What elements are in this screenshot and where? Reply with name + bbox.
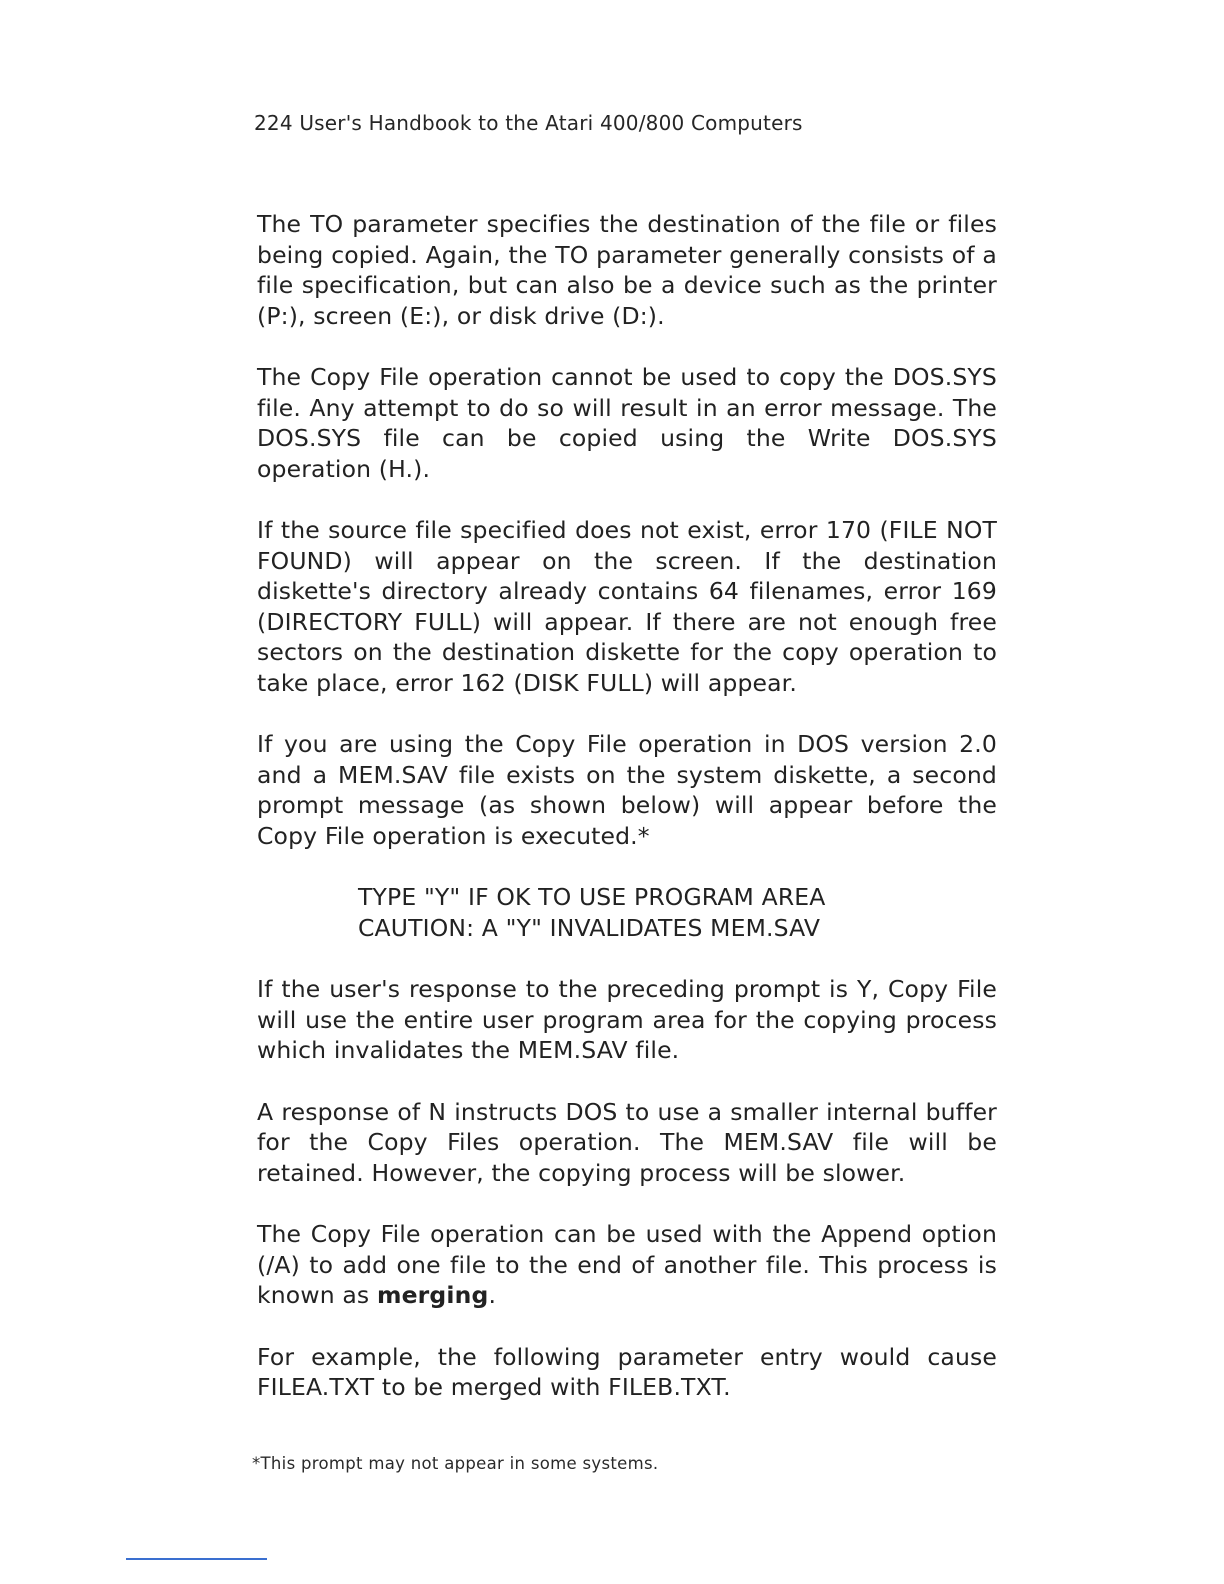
paragraph-response-y: If the user's response to the preceding prompt is Y, Copy File will use the entire user program area for the copying process which invalidates the MEM.SAV file.: [257, 975, 997, 1064]
paragraph-response-n: A response of N instructs DOS to use a smaller internal buffer for the Copy Files operation. The MEM.SAV file will be retained. However, the copying process will be slower.: [257, 1097, 997, 1187]
prompt-line-2: CAUTION: A "Y" INVALIDATES MEM.SAV: [358, 913, 821, 942]
paragraph-append: [257, 1219, 997, 1311]
merging-term: merging: [376, 1281, 489, 1309]
paragraph-example: For example, the following parameter entry would cause FILEA.TXT to be merged with FILEB.TXT.: [257, 1342, 997, 1401]
prompt-message: [358, 882, 997, 943]
running-head: 224 User's Handbook to the Atari 400/800 Computers: [254, 111, 803, 135]
paragraph-mem-sav: If you are using the Copy File operation in DOS version 2.0 and a MEM.SAV file exists on the system diskette, a second prompt message (as shown below) will appear before the Copy File operation is executed.*: [257, 730, 997, 850]
paragraph-dos-sys: The Copy File operation cannot be used to copy the DOS.SYS file. Any attempt to do so will result in an error message. The DOS.SYS file can be copied using the Write DOS.SYS operation (H.).: [257, 363, 997, 483]
append-text-before: The Copy File operation can be used with the Append option (/A) to add one file to the end of another file. This process is known as: [257, 1220, 997, 1309]
prompt-line-1: TYPE "Y" IF OK TO USE PROGRAM AREA: [358, 883, 826, 911]
bottom-edge-line: [126, 1558, 267, 1560]
footnote: *This prompt may not appear in some systems.: [252, 1454, 659, 1473]
paragraph-to-parameter: The TO parameter specifies the destination of the file or files being copied. Again, the TO parameter generally consists of a file specification, but can also be a device such as the printer (P:), screen (E:), or disk drive (D:).: [257, 210, 997, 330]
page-body: [257, 209, 997, 1434]
append-text-after: .: [488, 1281, 497, 1309]
paragraph-errors: If the source file specified does not exist, error 170 (FILE NOT FOUND) will appear on the screen. If the destination diskette's directory already contains 64 filenames, error 169 (DIRECTORY FULL) will appear. If there are not enough free sectors on the destination diskette for the copy operation to take place, error 162 (DISK FULL) will appear.: [257, 516, 997, 697]
